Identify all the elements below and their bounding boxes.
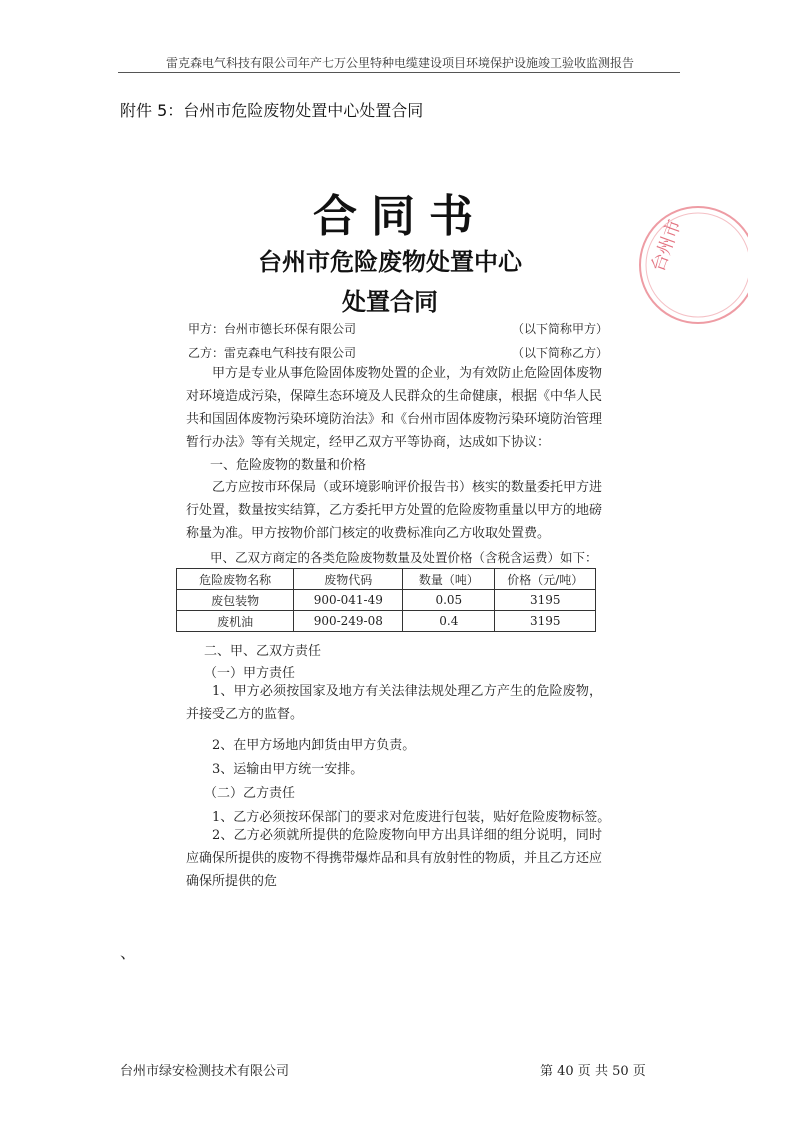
table-cell: 900-041-49 — [294, 590, 403, 611]
party-a-row — [188, 320, 608, 337]
table-header-row — [177, 569, 596, 590]
party-b-duty-1: 1、乙方必须按环保部门的要求对危废进行包装，贴好危险废物标签。 — [212, 810, 611, 825]
table-cell: 0.05 — [403, 590, 495, 611]
section-1-text: 乙方应按市环保局（或环境影响评价报告书）核实的数量委托甲方进行处置，数量按实结算，乙方委托甲方处置的危险废物重量以甲方的地磅称量为准。甲方按物价部门核定的收费标准向乙方收取处置费。 — [186, 480, 603, 541]
party-a-abbr: （以下简称甲方） — [511, 322, 608, 336]
footer-page-number: 第 40 页 共 50 页 — [540, 1064, 646, 1079]
footer-company: 台州市绿安检测技术有限公司 — [120, 1064, 290, 1079]
table-header: 价格（元/吨） — [495, 569, 596, 590]
svg-text:台州市: 台州市 — [647, 216, 686, 275]
table-row — [177, 590, 596, 611]
waste-table — [176, 568, 596, 632]
stray-mark: 、 — [120, 943, 137, 962]
contract-title: 合同书 — [313, 191, 487, 242]
party-a-duty-2: 2、在甲方场地内卸货由甲方负责。 — [212, 738, 416, 753]
table-cell: 3195 — [495, 611, 596, 632]
party-b: 乙方：雷克森电气科技有限公司 — [188, 346, 357, 360]
table-row — [177, 611, 596, 632]
running-header: 雷克森电气科技有限公司年产七万公里特种电缆建设项目环境保护设施竣工验收监测报告 — [165, 56, 634, 70]
party-b-abbr: （以下简称乙方） — [511, 346, 608, 360]
contract-subtitle-2: 处置合同 — [342, 288, 438, 316]
intro-paragraph: 甲方是专业从事危险固体废物处置的企业，为有效防止危险固体废物对环境造成污染，保障生态环境及人民群众的生命健康，根据《中华人民共和国固体废物污染环境防治法》和《台州市固体废物污染环境防治管理暂行办法》等有关规定，经甲乙双方平等协商，达成如下协议： — [186, 366, 603, 450]
table-cell: 废包装物 — [177, 590, 294, 611]
seal-stamp — [618, 200, 748, 330]
sub-heading-party-b: （二）乙方责任 — [204, 786, 296, 801]
sub-heading-party-a: （一）甲方责任 — [204, 666, 296, 681]
table-header: 数量（吨） — [403, 569, 495, 590]
table-header: 废物代码 — [294, 569, 403, 590]
table-cell: 0.4 — [403, 611, 495, 632]
party-a: 甲方：台州市德长环保有限公司 — [188, 322, 357, 336]
table-cell: 3195 — [495, 590, 596, 611]
table-cell: 废机油 — [177, 611, 294, 632]
scanned-contract — [0, 150, 800, 910]
table-intro: 甲、乙双方商定的各类危险废物数量及处置价格（含税含运费）如下： — [210, 550, 598, 565]
party-a-duty-1: 1、甲方必须按国家及地方有关法律法规处理乙方产生的危险废物，并接受乙方的监督。 — [186, 684, 602, 722]
table-cell: 900-249-08 — [294, 611, 403, 632]
party-b-duty-2: 2、乙方必须就所提供的危险废物向甲方出具详细的组分说明，同时应确保所提供的废物不得携带爆炸品和具有放射性的物质，并且乙方还应确保所提供的危 — [186, 828, 603, 889]
contract-subtitle-1: 台州市危险废物处置中心 — [258, 248, 522, 276]
attachment-title: 附件 5：台州市危险废物处置中心处置合同 — [120, 101, 424, 120]
party-b-row — [188, 344, 608, 361]
header-rule — [118, 72, 680, 73]
party-a-duty-3: 3、运输由甲方统一安排。 — [212, 762, 364, 777]
table-header: 危险废物名称 — [177, 569, 294, 590]
section-2-heading: 二、甲、乙双方责任 — [204, 644, 322, 659]
section-1-heading: 一、危险废物的数量和价格 — [210, 458, 367, 473]
